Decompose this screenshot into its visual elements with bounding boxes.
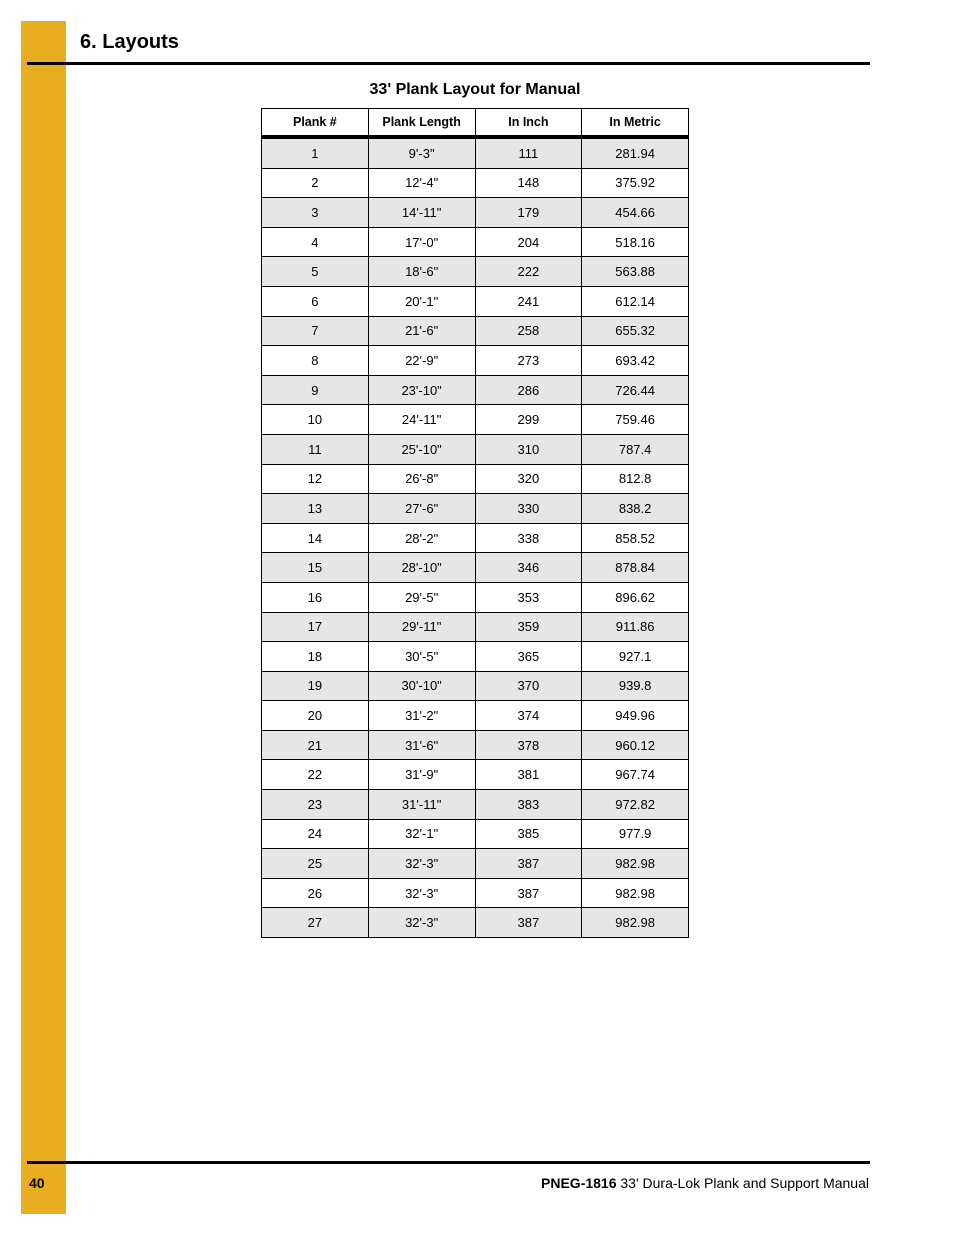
- column-header-in-inch: In Inch: [475, 109, 582, 138]
- plank-length-cell: 32'-3": [368, 908, 475, 938]
- plank-length-cell: 32'-3": [368, 878, 475, 908]
- in-inch-cell: 320: [475, 464, 582, 494]
- plank-number-cell: 16: [262, 582, 369, 612]
- plank-number-cell: 19: [262, 671, 369, 701]
- plank-length-cell: 27'-6": [368, 494, 475, 524]
- in-metric-cell: 896.62: [582, 582, 689, 612]
- plank-length-cell: 25'-10": [368, 434, 475, 464]
- table-row: [262, 464, 689, 494]
- in-metric-cell: 939.8: [582, 671, 689, 701]
- plank-number-cell: 27: [262, 908, 369, 938]
- plank-number-cell: 18: [262, 642, 369, 672]
- in-inch-cell: 258: [475, 316, 582, 346]
- plank-number-cell: 23: [262, 790, 369, 820]
- footer-document-title: [541, 1175, 869, 1191]
- table-title: 33' Plank Layout for Manual: [369, 81, 581, 98]
- plank-length-cell: 26'-8": [368, 464, 475, 494]
- in-metric-cell: 655.32: [582, 316, 689, 346]
- in-inch-cell: 374: [475, 701, 582, 731]
- in-metric-cell: 759.46: [582, 405, 689, 435]
- in-metric-cell: 693.42: [582, 346, 689, 376]
- in-inch-cell: 286: [475, 375, 582, 405]
- in-inch-cell: 387: [475, 908, 582, 938]
- table-row: [262, 257, 689, 287]
- plank-number-cell: 14: [262, 523, 369, 553]
- in-metric-cell: 454.66: [582, 198, 689, 228]
- table-row: [262, 760, 689, 790]
- plank-number-cell: 17: [262, 612, 369, 642]
- in-metric-cell: 982.98: [582, 849, 689, 879]
- in-inch-cell: 370: [475, 671, 582, 701]
- plank-number-cell: 21: [262, 730, 369, 760]
- in-inch-cell: 338: [475, 523, 582, 553]
- plank-number-cell: 8: [262, 346, 369, 376]
- in-metric-cell: 281.94: [582, 137, 689, 168]
- in-inch-cell: 111: [475, 137, 582, 168]
- in-metric-cell: 878.84: [582, 553, 689, 583]
- table-row: [262, 137, 689, 168]
- plank-length-cell: 31'-2": [368, 701, 475, 731]
- plank-number-cell: 5: [262, 257, 369, 287]
- plank-number-cell: 12: [262, 464, 369, 494]
- plank-number-cell: 22: [262, 760, 369, 790]
- table-row: [262, 405, 689, 435]
- plank-number-cell: 20: [262, 701, 369, 731]
- plank-length-cell: 9'-3": [368, 137, 475, 168]
- in-inch-cell: 365: [475, 642, 582, 672]
- plank-length-cell: 20'-1": [368, 286, 475, 316]
- table-row: [262, 642, 689, 672]
- in-metric-cell: 977.9: [582, 819, 689, 849]
- plank-length-cell: 23'-10": [368, 375, 475, 405]
- plank-length-cell: 14'-11": [368, 198, 475, 228]
- in-inch-cell: 353: [475, 582, 582, 612]
- plank-length-cell: 30'-5": [368, 642, 475, 672]
- in-metric-cell: 726.44: [582, 375, 689, 405]
- plank-number-cell: 6: [262, 286, 369, 316]
- plank-layout-table: [261, 108, 689, 938]
- table-row: [262, 523, 689, 553]
- plank-length-cell: 21'-6": [368, 316, 475, 346]
- table-row: [262, 908, 689, 938]
- plank-number-cell: 9: [262, 375, 369, 405]
- plank-length-cell: 31'-6": [368, 730, 475, 760]
- table-row: [262, 434, 689, 464]
- plank-length-cell: 28'-10": [368, 553, 475, 583]
- column-header-in-metric: In Metric: [582, 109, 689, 138]
- in-inch-cell: 148: [475, 168, 582, 198]
- plank-number-cell: 24: [262, 819, 369, 849]
- in-metric-cell: 563.88: [582, 257, 689, 287]
- table-row: [262, 612, 689, 642]
- in-inch-cell: 179: [475, 198, 582, 228]
- in-metric-cell: 612.14: [582, 286, 689, 316]
- table-row: [262, 168, 689, 198]
- plank-number-cell: 2: [262, 168, 369, 198]
- table-row: [262, 819, 689, 849]
- plank-number-cell: 11: [262, 434, 369, 464]
- plank-number-cell: 15: [262, 553, 369, 583]
- table-row: [262, 286, 689, 316]
- in-inch-cell: 383: [475, 790, 582, 820]
- side-accent-bar: [21, 21, 66, 1214]
- plank-number-cell: 13: [262, 494, 369, 524]
- plank-length-cell: 30'-10": [368, 671, 475, 701]
- in-inch-cell: 385: [475, 819, 582, 849]
- table-row: [262, 227, 689, 257]
- table-row: [262, 494, 689, 524]
- in-metric-cell: 982.98: [582, 908, 689, 938]
- column-header-plank-length: Plank Length: [368, 109, 475, 138]
- table-body: [262, 137, 689, 938]
- in-metric-cell: 375.92: [582, 168, 689, 198]
- plank-length-cell: 17'-0": [368, 227, 475, 257]
- plank-length-cell: 12'-4": [368, 168, 475, 198]
- plank-length-cell: 32'-1": [368, 819, 475, 849]
- in-inch-cell: 381: [475, 760, 582, 790]
- table-row: [262, 790, 689, 820]
- in-metric-cell: 960.12: [582, 730, 689, 760]
- plank-length-cell: 31'-11": [368, 790, 475, 820]
- table-row: [262, 849, 689, 879]
- plank-number-cell: 26: [262, 878, 369, 908]
- in-inch-cell: 359: [475, 612, 582, 642]
- plank-length-cell: 29'-11": [368, 612, 475, 642]
- in-inch-cell: 330: [475, 494, 582, 524]
- in-inch-cell: 387: [475, 878, 582, 908]
- plank-number-cell: 10: [262, 405, 369, 435]
- in-metric-cell: 967.74: [582, 760, 689, 790]
- plank-length-cell: 32'-3": [368, 849, 475, 879]
- column-header-plank-number: Plank #: [262, 109, 369, 138]
- in-metric-cell: 949.96: [582, 701, 689, 731]
- table-row: [262, 671, 689, 701]
- in-inch-cell: 378: [475, 730, 582, 760]
- in-metric-cell: 838.2: [582, 494, 689, 524]
- in-metric-cell: 518.16: [582, 227, 689, 257]
- table-header-row: [262, 109, 689, 138]
- page-number: 40: [29, 1175, 45, 1191]
- plank-length-cell: 31'-9": [368, 760, 475, 790]
- plank-number-cell: 3: [262, 198, 369, 228]
- table-row: [262, 582, 689, 612]
- in-inch-cell: 310: [475, 434, 582, 464]
- in-metric-cell: 911.86: [582, 612, 689, 642]
- header-rule: [27, 62, 870, 65]
- plank-length-cell: 22'-9": [368, 346, 475, 376]
- table-row: [262, 346, 689, 376]
- in-metric-cell: 787.4: [582, 434, 689, 464]
- in-metric-cell: 858.52: [582, 523, 689, 553]
- plank-number-cell: 25: [262, 849, 369, 879]
- in-inch-cell: 273: [475, 346, 582, 376]
- plank-length-cell: 29'-5": [368, 582, 475, 612]
- document-title: 33' Dura-Lok Plank and Support Manual: [620, 1175, 869, 1191]
- in-inch-cell: 222: [475, 257, 582, 287]
- in-metric-cell: 982.98: [582, 878, 689, 908]
- plank-number-cell: 4: [262, 227, 369, 257]
- table-row: [262, 198, 689, 228]
- table-row: [262, 878, 689, 908]
- in-inch-cell: 204: [475, 227, 582, 257]
- table-row: [262, 730, 689, 760]
- plank-length-cell: 18'-6": [368, 257, 475, 287]
- in-inch-cell: 299: [475, 405, 582, 435]
- document-id: PNEG-1816: [541, 1175, 617, 1191]
- plank-length-cell: 24'-11": [368, 405, 475, 435]
- in-metric-cell: 972.82: [582, 790, 689, 820]
- footer-rule: [27, 1161, 870, 1164]
- section-title: 6. Layouts: [80, 31, 179, 53]
- in-metric-cell: 927.1: [582, 642, 689, 672]
- table-row: [262, 701, 689, 731]
- in-inch-cell: 241: [475, 286, 582, 316]
- table-row: [262, 553, 689, 583]
- in-inch-cell: 346: [475, 553, 582, 583]
- table-row: [262, 316, 689, 346]
- plank-number-cell: 7: [262, 316, 369, 346]
- in-metric-cell: 812.8: [582, 464, 689, 494]
- table-row: [262, 375, 689, 405]
- plank-number-cell: 1: [262, 137, 369, 168]
- in-inch-cell: 387: [475, 849, 582, 879]
- plank-length-cell: 28'-2": [368, 523, 475, 553]
